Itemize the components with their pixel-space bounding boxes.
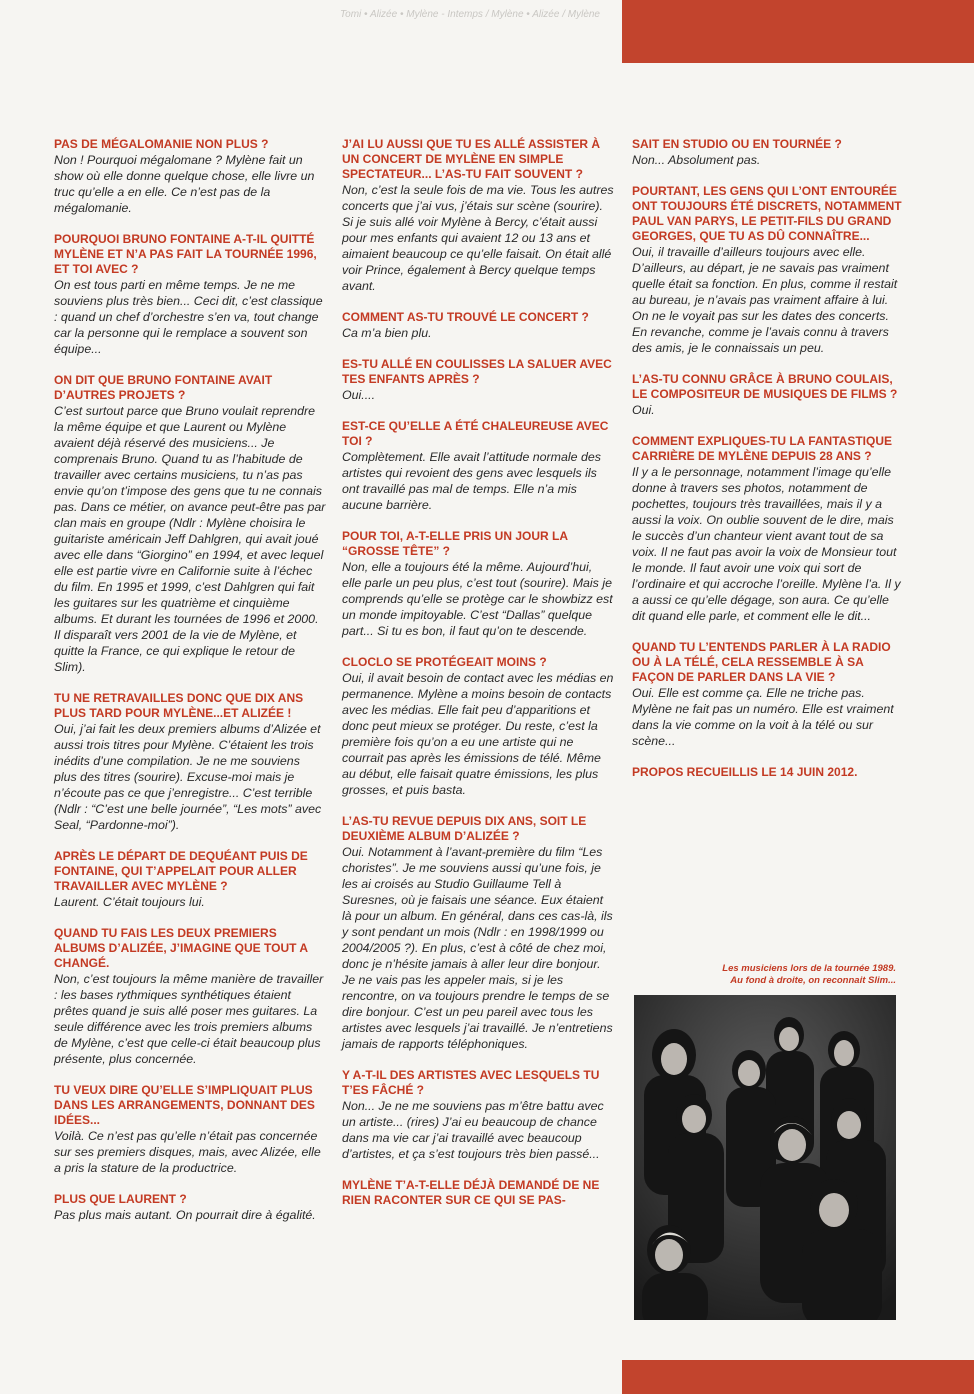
column-1 <box>54 137 326 1239</box>
question: POUR TOI, A-T-ELLE PRIS UN JOUR LA “GROSSE TÊTE” ? <box>342 529 568 558</box>
question: COMMENT EXPLIQUES-TU LA FANTASTIQUE CARRIÈRE DE MYLÈNE DEPUIS 28 ANS ? <box>632 434 892 463</box>
answer: Voilà. Ce n’est pas qu’elle n’était pas concernée sur ses premiers disques, mais, avec Alizée, elle a pris la stature de la productrice. <box>54 1129 321 1175</box>
question: SAIT EN STUDIO OU EN TOURNÉE ? <box>632 137 842 151</box>
qa-block <box>54 373 326 675</box>
answer: Non, c’est toujours la même manière de travailler : les bases rythmiques synthétiques étaient prêtes quand je suis allé poser mes guitares. La seule différence avec les trois premiers albums de Mylène, c’est que celle-ci était beaucoup plus présente, plus concernée. <box>54 972 324 1066</box>
answer: Oui, il avait besoin de contact avec les médias en permanence. Mylène a moins besoin de contacts avec les médias. Elle fait peu d’apparitions et donc peut mieux se protéger. Du reste, c’est la première fois qu’on a eu une artiste qui ne courrait pas après les émissions de télé. Même au début, elle faisait quatre émissions, les plus grosses, et puis basta. <box>342 671 614 797</box>
qa-block <box>342 137 614 294</box>
qa-block <box>342 529 614 639</box>
answer: Oui, il travaille d’ailleurs toujours avec elle. D’ailleurs, au départ, je ne savais pas vraiment quelle était sa fonction. En plus, comme il restait au bureau, je n’avais pas vraiment affaire à lui. On ne le voyait pas sur les dates des concerts. En revanche, comme je l’avais connu à travers des amis, je le connaissais un peu. <box>632 245 898 355</box>
band-photo-illustration <box>634 995 896 1320</box>
qa-block <box>632 640 904 749</box>
qa-block <box>54 232 326 357</box>
question: TU NE RETRAVAILLES DONC QUE DIX ANS PLUS TARD POUR MYLÈNE...ET ALIZÉE ! <box>54 691 304 720</box>
answer: C’est surtout parce que Bruno voulait reprendre la même équipe et que Laurent ou Mylène avaient déjà réservé des musiciens... Je comprenais Bruno. Quand tu as l’habitude de travailler avec certains musiciens, tu n’as pas envie qu’on t’impose des gens que tu ne connais pas. Dans ce métier, on avance peut-être pas par clan mais en groupe (Ndlr : Mylène choisira le guitariste américain Jeff Dahlgren, qui avait joué avec elle dans “Giorgino” en 1994, et avec lequel elle est partie vivre en Californie suite à l’échec du film. En 1995 et 1999, c’est Dahlgren qui fait les guitares sur les quatrième et cinquième albums. Et durant les tournées de 1996 et 2000. Il disparaît vers 2001 de la vie de Mylène, et quitte la France, ce qui explique le retour de Slim). <box>54 404 326 674</box>
qa-block <box>632 434 904 624</box>
qa-block <box>342 419 614 513</box>
qa-block <box>632 372 904 418</box>
accent-bar-bottom <box>622 1360 974 1394</box>
question: L’AS-TU CONNU GRÂCE À BRUNO COULAIS, LE COMPOSITEUR DE MUSIQUES DE FILMS ? <box>632 372 898 401</box>
answer: Laurent. C’était toujours lui. <box>54 895 205 909</box>
question: TU VEUX DIRE QU’ELLE S’IMPLIQUAIT PLUS DANS LES ARRANGEMENTS, DONNANT DES IDÉES... <box>54 1083 315 1127</box>
answer: Oui.... <box>342 388 376 402</box>
answer: Oui. Elle est comme ça. Elle ne triche pas. Mylène ne fait pas un numéro. Elle est vraiment dans la vie comme on la voit à la télé ou sur scène... <box>632 686 894 748</box>
answer: Oui, j’ai fait les deux premiers albums d’Alizée et aussi trois titres pour Mylène. C’étaient les trois inédits d’une compilation. Je ne me souviens plus des titres (sourire). Excuse-moi mais je n’écoute pas ce que j’enregistre... C’est terrible (Ndlr : “C’est une belle journée”, “Les mots” avec Seal, “Pardonne-moi”). <box>54 722 322 832</box>
question: COMMENT AS-TU TROUVÉ LE CONCERT ? <box>342 310 589 324</box>
qa-block <box>54 926 326 1067</box>
qa-block <box>342 310 614 341</box>
answer: Il y a le personnage, notamment l’image qu’elle donne à travers ses photos, notamment de pochettes, toujours très travaillées, mais il y a aussi la voix. On oublie souvent de le dire, mais le succès d’un chanteur vient avant tout de sa voix. Il ne faut pas avoir la voix de Monsieur tout le monde. Il faut avoir une voix qui sort de l’ordinaire et qui accroche l’oreille. Mylène l’a. Il y a aussi ce qu’elle dégage, son aura. Ce qu’elle dit quand elle parle, et comment elle le dit... <box>632 465 901 623</box>
accent-bar-top <box>622 0 974 63</box>
column-3 <box>632 137 904 792</box>
qa-block <box>342 1178 614 1208</box>
qa-block <box>632 184 904 356</box>
band-photo <box>634 995 896 1320</box>
question: POURQUOI BRUNO FONTAINE A-T-IL QUITTÉ MYLÈNE ET N’A PAS FAIT LA TOURNÉE 1996, ET TOI AVEC ? <box>54 232 317 276</box>
answer: Non... Je ne me souviens pas m’être battu avec un artiste... (rires) J’ai eu beaucoup de chance dans ma vie car j’ai travaillé avec beaucoup d’artistes, et ça s’est toujours très bien passé... <box>342 1099 604 1161</box>
answer: Oui. <box>632 403 655 417</box>
question: MYLÈNE T’A-T-ELLE DÉJÀ DEMANDÉ DE NE RIEN RACONTER SUR CE QUI SE PAS- <box>342 1178 600 1207</box>
answer: Complètement. Elle avait l’attitude normale des artistes qui revoient des gens avec lesquels ils ont travaillé pas mal de temps. Elle n’a mis aucune barrière. <box>342 450 601 512</box>
answer: Oui. Notamment à l’avant-première du film “Les choristes”. Je me souviens aussi qu’une fois, je les ai croisés au Studio Guillaume Tell à Suresnes, où je faisais une séance. Eux étaient là pour un album. En général, dans ces cas-là, ils y sont pendant un mois (Ndlr : en 1998/1999 ou 2004/2005 ?). En plus, c’est à côté de chez moi, donc je n’hésite jamais à aller leur dire bonjour. Je ne vais pas les appeler mais, si je les rencontre, on va toujours prendre le temps de se dire bonjour. C’est un peu pareil avec tous les artistes avec lesquels j’ai travaillé. Je n’entretiens jamais de rapports téléphoniques. <box>342 845 613 1051</box>
qa-block <box>342 357 614 403</box>
answer: Non, c’est la seule fois de ma vie. Tous les autres concerts que j’ai vus, j’étais sur scène (sourire). Si je suis allé voir Mylène à Bercy, c’était aussi pour mes enfants qui avaient 12 ou 13 ans et aimaient beaucoup ce qu’elle faisait. On était allé voir Prince, également à Bercy quelque temps avant. <box>342 183 614 293</box>
question: PLUS QUE LAURENT ? <box>54 1192 187 1206</box>
qa-block <box>54 849 326 910</box>
faint-header-text: Tomi • Alizée • Mylène - Intemps / Mylène • Alizée / Mylène <box>339 9 600 20</box>
question: EST-CE QU’ELLE A ÉTÉ CHALEUREUSE AVEC TOI ? <box>342 419 609 448</box>
answer: Pas plus mais autant. On pourrait dire à égalité. <box>54 1208 316 1222</box>
question: APRÈS LE DÉPART DE DEQUÉANT PUIS DE FONTAINE, QUI T’APPELAIT POUR ALLER TRAVAILLER AVEC MYLÈNE ? <box>54 849 308 893</box>
answer: Ca m’a bien plu. <box>342 326 432 340</box>
qa-block <box>54 1083 326 1176</box>
question: QUAND TU L’ENTENDS PARLER À LA RADIO OU À LA TÉLÉ, CELA RESSEMBLE À SA FAÇON DE PARLER DANS LA VIE ? <box>632 640 891 684</box>
qa-block <box>54 691 326 833</box>
question: J’AI LU AUSSI QUE TU ES ALLÉ ASSISTER À UN CONCERT DE MYLÈNE EN SIMPLE SPECTATEUR... L’AS-TU FAIT SOUVENT ? <box>342 137 601 181</box>
qa-block <box>54 137 326 216</box>
question: POURTANT, LES GENS QUI L’ONT ENTOURÉE ONT TOUJOURS ÉTÉ DISCRETS, NOTAMMENT PAUL VAN PARYS, LE PETIT-FILS DU GRAND GEORGES, QUE TU AS DÛ CONNAÎTRE... <box>632 184 902 243</box>
answer: Non ! Pourquoi mégalomane ? Mylène fait un show où elle donne quelque chose, elle livre un truc qu’elle a en elle. Ce n’est pas de la mégalomanie. <box>54 153 315 215</box>
qa-block <box>342 814 614 1052</box>
qa-block <box>632 137 904 168</box>
question: ES-TU ALLÉ EN COULISSES LA SALUER AVEC TES ENFANTS APRÈS ? <box>342 357 612 386</box>
qa-block <box>342 655 614 798</box>
column-2 <box>342 137 614 1224</box>
photo-caption: Les musiciens lors de la tournée 1989. Au fond à droite, on reconnait Slim... <box>722 963 896 986</box>
question: L’AS-TU REVUE DEPUIS DIX ANS, SOIT LE DEUXIÈME ALBUM D’ALIZÉE ? <box>342 814 587 843</box>
answer: Non, elle a toujours été la même. Aujourd’hui, elle parle un peu plus, c’est tout (sourire). Mais je comprends qu’elle se protège car le showbizz est un monde impitoyable. C’est “Dallas” quelque part... Si tu es bon, il faut qu’on te descende. <box>342 560 613 638</box>
question: ON DIT QUE BRUNO FONTAINE AVAIT D’AUTRES PROJETS ? <box>54 373 273 402</box>
answer: Non... Absolument pas. <box>632 153 761 167</box>
question: PAS DE MÉGALOMANIE NON PLUS ? <box>54 137 269 151</box>
qa-block <box>342 1068 614 1162</box>
answer: On est tous parti en même temps. Je ne me souviens plus très bien... Ceci dit, c’est classique : quand un chef d’orchestre s’en va, tout change car la personne qui le remplace a souvent son équipe... <box>54 278 323 356</box>
question: Y A-T-IL DES ARTISTES AVEC LESQUELS TU T’ES FÂCHÉ ? <box>342 1068 600 1097</box>
interview-signoff: PROPOS RECUEILLIS LE 14 JUIN 2012. <box>632 765 858 779</box>
question: CLOCLO SE PROTÉGEAIT MOINS ? <box>342 655 547 669</box>
question: QUAND TU FAIS LES DEUX PREMIERS ALBUMS D’ALIZÉE, J’IMAGINE QUE TOUT A CHANGÉ. <box>54 926 308 970</box>
qa-block <box>54 1192 326 1223</box>
